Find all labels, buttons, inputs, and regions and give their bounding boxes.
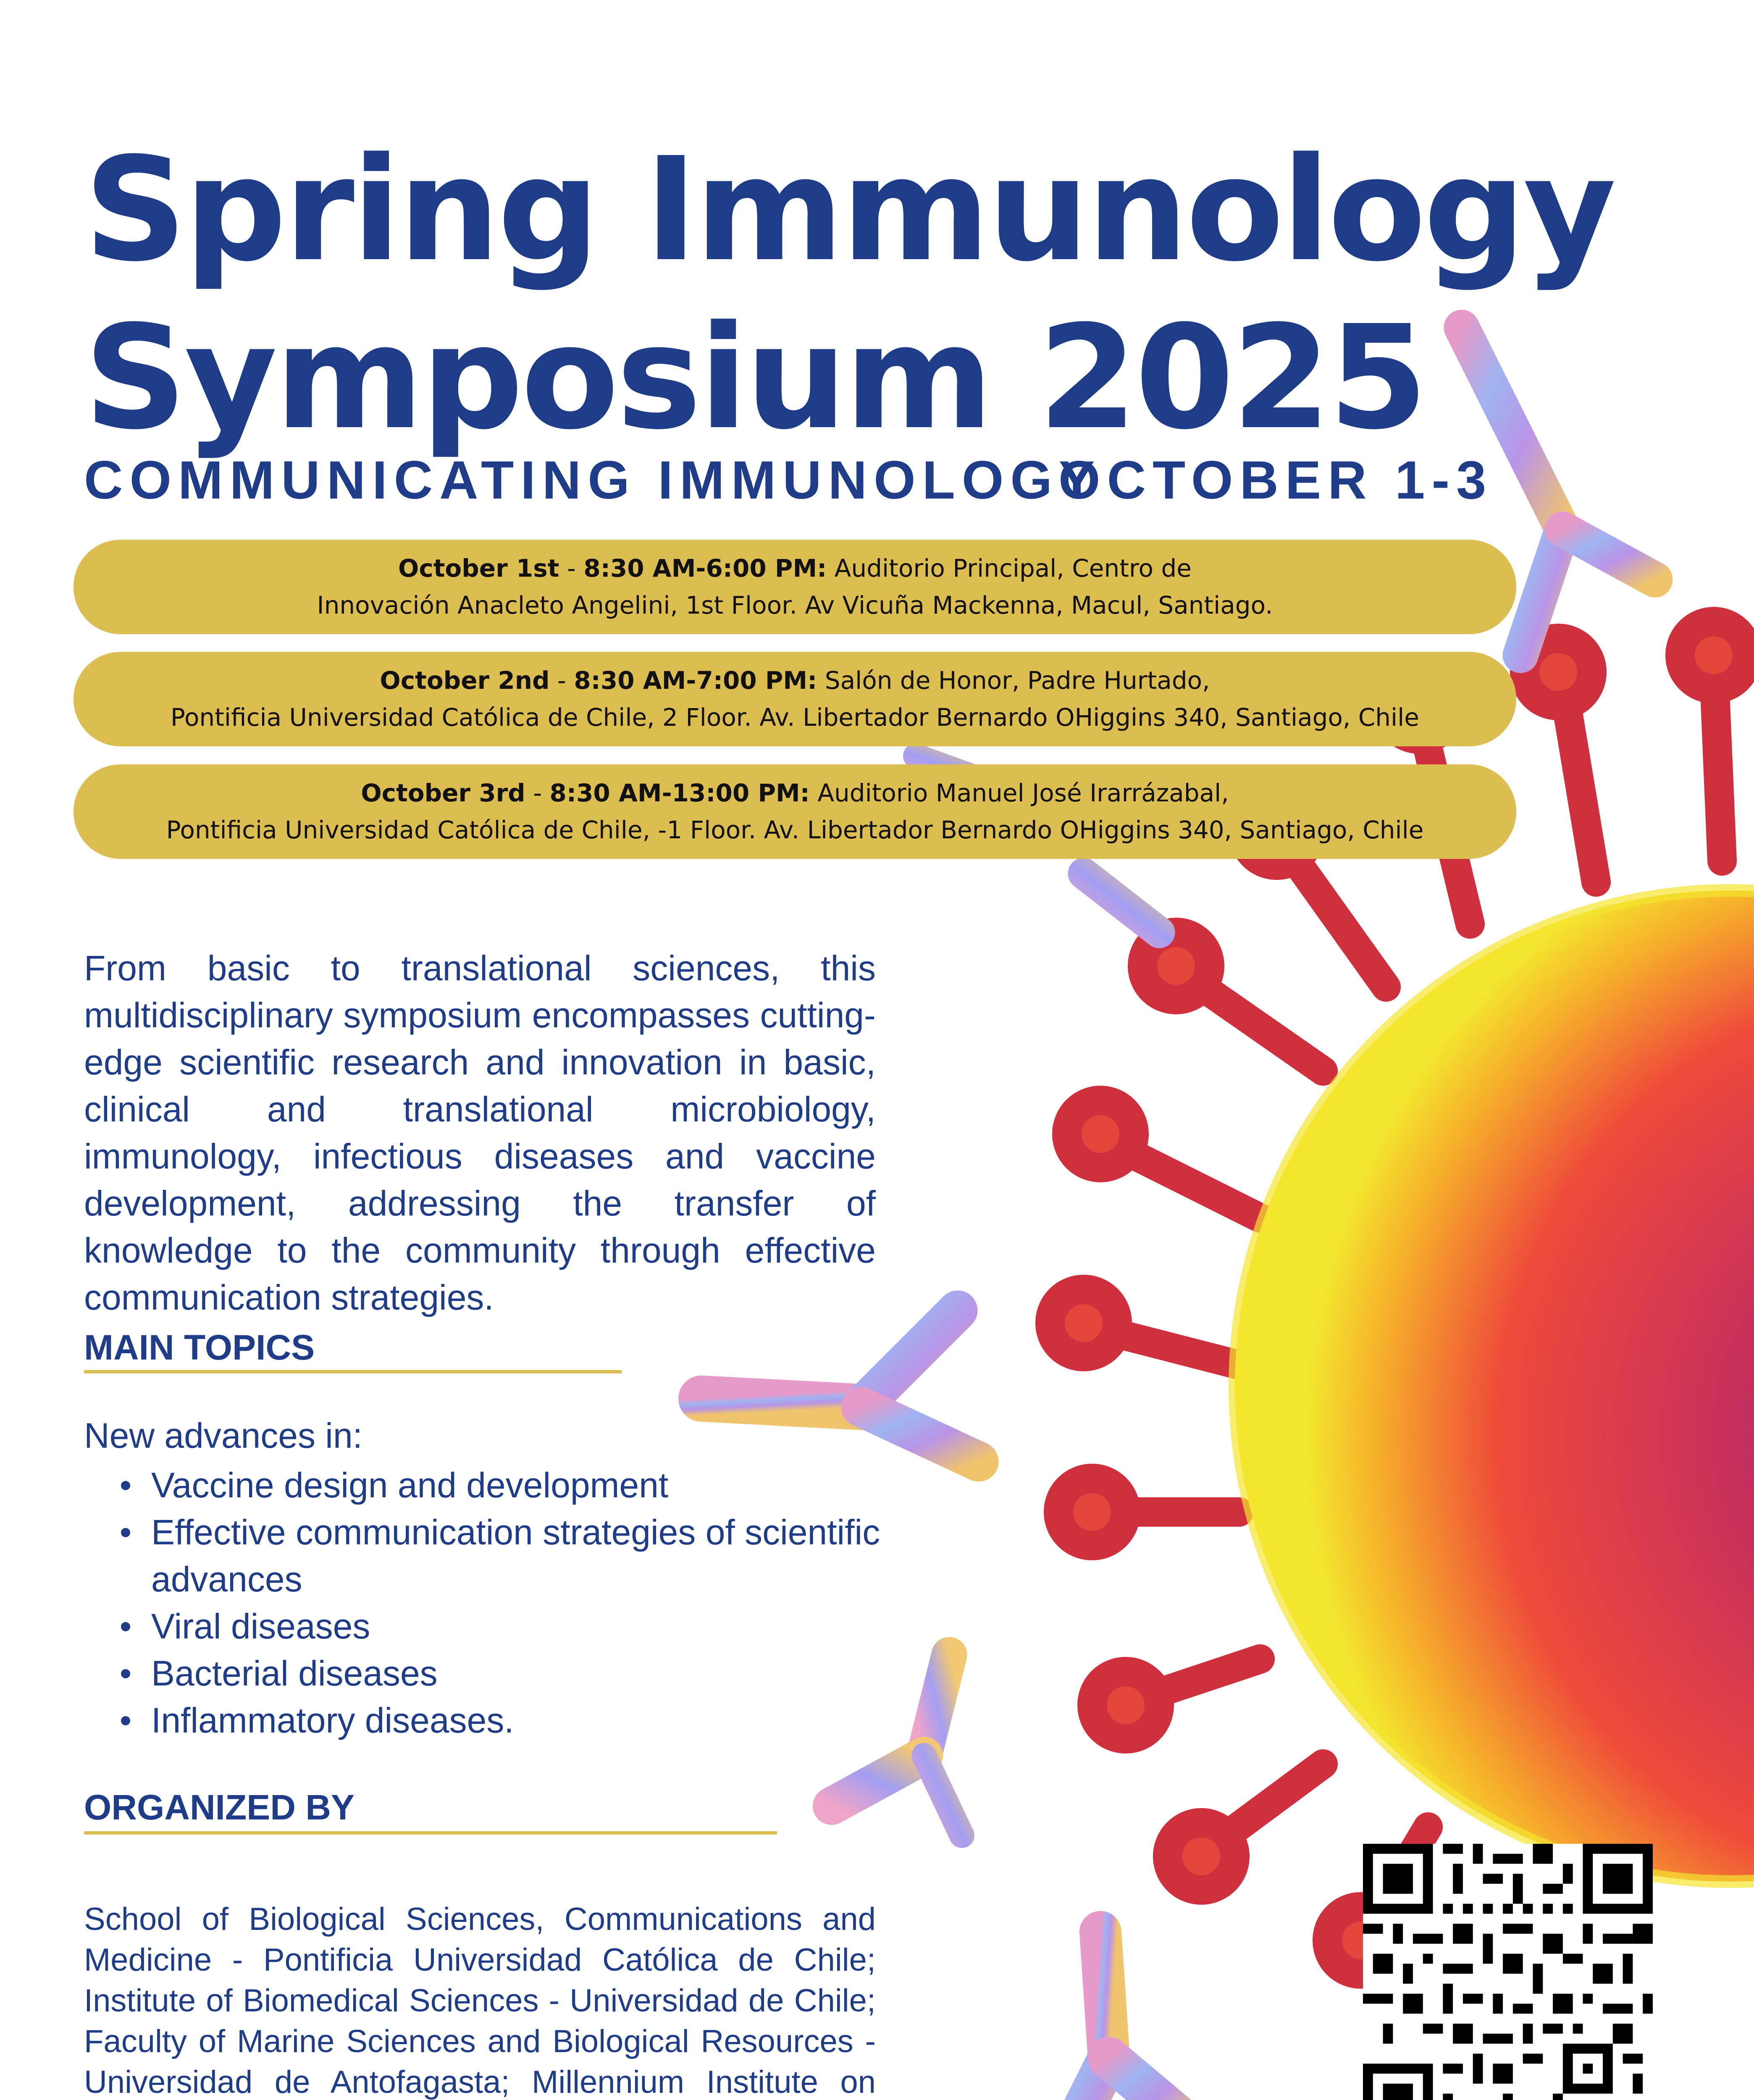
day-2-date: October 2nd <box>380 666 550 695</box>
day-1-address: Innovación Anacleto Angelini, 1st Floor. Av Vicuña Mackenna, Macul, Santiago. <box>317 591 1273 620</box>
antibody-middle <box>701 1310 979 1462</box>
day-3-sep: - <box>525 779 550 807</box>
day-1-venue: Auditorio Principal, Centro de <box>827 554 1192 583</box>
day-3-date: October 3rd <box>361 779 525 807</box>
organized-by-divider <box>84 1831 777 1835</box>
list-item: Inflammatory diseases. <box>118 1697 882 1744</box>
main-topics-intro: New advances in: <box>84 1416 363 1455</box>
schedule-day-1 <box>74 540 1516 634</box>
virus-body <box>1235 890 1754 1882</box>
day-3-address: Pontificia Universidad Católica de Chile, -1 Floor. Av. Libertador Bernardo OHiggins 340, Santiago, Chile <box>166 816 1424 844</box>
day-1-time: 8:30 AM-6:00 PM: <box>583 554 827 583</box>
day-3-time: 8:30 AM-13:00 PM: <box>549 779 810 807</box>
symposium-description: From basic to translational sciences, this multidisciplinary symposium encompasses cutting-edge scientific research and innovation in basic, clinical and translational microbiology, immunology, infectious diseases and vaccine development, addressing the transfer of knowledge to the community through effective communication strategies. <box>84 948 876 1317</box>
day-2-venue: Salón de Honor, Padre Hurtado, <box>817 666 1210 695</box>
list-item: Viral diseases <box>118 1603 882 1650</box>
schedule-day-2 <box>74 652 1516 746</box>
registration-qr-code[interactable] <box>1363 1844 1653 2100</box>
main-topics-list <box>118 1462 882 1744</box>
organizers-text: School of Biological Sciences, Communications and Medicine - Pontificia Universidad Católica de Chile; Institute of Biomedical Sciences - Universidad de Chile; Faculty of Marine Sciences and Biological Resources - Universidad de Antofagasta; Millennium Institute on <box>84 1901 876 2100</box>
day-2-address: Pontificia Universidad Católica de Chile, 2 Floor. Av. Libertador Bernardo OHiggins 340, Santiago, Chile <box>171 703 1419 732</box>
day-2-sep: - <box>549 666 574 695</box>
dates-subtitle: OCTOBER 1-3 <box>1058 450 1493 510</box>
title-line-1: Spring Immunology <box>84 127 1614 293</box>
theme-subtitle: COMMUNICATING IMMUNOLOGY <box>84 450 1102 510</box>
organized-by-heading: ORGANIZED BY <box>84 1788 355 1827</box>
day-1-date: October 1st <box>398 554 559 583</box>
page-title <box>84 126 1638 462</box>
day-1-sep: - <box>559 554 584 583</box>
list-item: Vaccine design and development <box>118 1462 882 1509</box>
title-line-2: Symposium 2025 <box>84 295 1426 461</box>
list-item: Effective communication strategies of scientific advances <box>118 1509 882 1603</box>
list-item: Bacterial diseases <box>118 1650 882 1697</box>
qr-code-image <box>1363 1844 1653 2100</box>
main-topics-heading: MAIN TOPICS <box>84 1328 315 1367</box>
day-3-venue: Auditorio Manuel José Irarrázabal, <box>809 779 1229 807</box>
antibody-bottom <box>1063 1932 1189 2100</box>
schedule-day-3 <box>74 764 1516 859</box>
day-2-time: 8:30 AM-7:00 PM: <box>574 666 817 695</box>
main-topics-divider <box>84 1370 622 1373</box>
